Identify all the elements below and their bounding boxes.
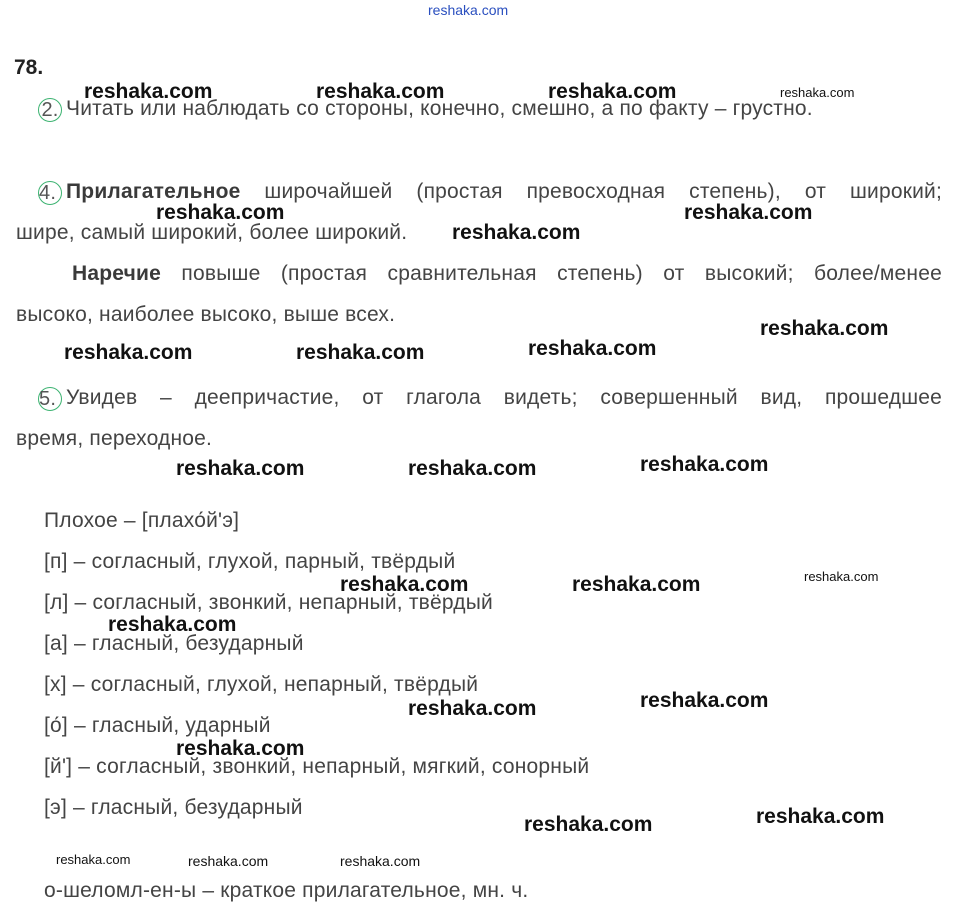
phonetic-row: [х] – согласный, глухой, непарный, твёрдый	[44, 673, 479, 696]
phonetic-row: [л] – согласный, звонкий, непарный, твёрдый	[44, 591, 493, 614]
site-link[interactable]: reshaka.com	[428, 2, 509, 18]
exercise-number: 78.	[14, 56, 44, 79]
item-4-marker: 4.	[38, 181, 62, 205]
watermark: reshaka.com	[56, 852, 131, 867]
adjective-text-2: шире, самый широкий, более широкий.	[16, 221, 408, 244]
adjective-label: Прилагательное	[66, 180, 241, 203]
watermark: reshaka.com	[340, 853, 421, 869]
watermark: reshaka.com	[524, 813, 653, 836]
item-5-text-2: время, переходное.	[16, 427, 213, 450]
morpheme-line: о-шеломл-ен-ы – краткое прилагательное, мн. ч.	[44, 879, 529, 902]
item-5-text-1: Увидев – деепричастие, от глагола видеть; совершенный вид, прошедшее	[66, 386, 942, 409]
watermark: reshaka.com	[176, 457, 305, 480]
watermark: reshaka.com	[640, 689, 769, 712]
watermark: reshaka.com	[528, 337, 657, 360]
watermark: reshaka.com	[760, 317, 889, 340]
watermark: reshaka.com	[64, 341, 193, 364]
watermark: reshaka.com	[452, 221, 581, 244]
watermark: reshaka.com	[780, 85, 855, 100]
phonetic-title: Плохое – [плахо́й'э]	[44, 509, 240, 532]
adverb-label: Наречие	[72, 262, 162, 285]
phonetic-row: [а] – гласный, безударный	[44, 632, 304, 655]
watermark: reshaka.com	[572, 573, 701, 596]
watermark: reshaka.com	[408, 697, 537, 720]
watermark: reshaka.com	[296, 341, 425, 364]
item-5-line-1	[38, 386, 942, 411]
watermark: reshaka.com	[548, 80, 677, 103]
watermark: reshaka.com	[804, 569, 879, 584]
watermark: reshaka.com	[108, 613, 237, 636]
adverb-text-1: повыше (простая сравнительная степень) от высокий; более/менее	[161, 262, 942, 285]
watermark: reshaka.com	[156, 201, 285, 224]
adverb-line-1	[72, 262, 942, 286]
watermark: reshaka.com	[316, 80, 445, 103]
phonetic-row: [й'] – согласный, звонкий, непарный, мягкий, сонорный	[44, 755, 590, 778]
watermark: reshaka.com	[340, 573, 469, 596]
watermark: reshaka.com	[756, 805, 885, 828]
watermark: reshaka.com	[176, 737, 305, 760]
watermark: reshaka.com	[640, 453, 769, 476]
adjective-text-1: широчайшей (простая превосходная степень), от широкий;	[240, 180, 942, 203]
watermark: reshaka.com	[684, 201, 813, 224]
item-2-text: Читать или наблюдать со стороны, конечно, смешно, а по факту – грустно.	[66, 97, 813, 120]
item-2-marker: 2.	[38, 98, 62, 122]
watermark: reshaka.com	[84, 80, 213, 103]
phonetic-row: [э] – гласный, безударный	[44, 796, 303, 819]
item-5-marker: 5.	[38, 387, 62, 411]
watermark: reshaka.com	[408, 457, 537, 480]
phonetic-row: [п] – согласный, глухой, парный, твёрдый	[44, 550, 456, 573]
phonetic-row: [о́] – гласный, ударный	[44, 714, 271, 737]
watermark: reshaka.com	[188, 853, 269, 869]
adverb-text-2: высоко, наиболее высоко, выше всех.	[16, 303, 396, 326]
